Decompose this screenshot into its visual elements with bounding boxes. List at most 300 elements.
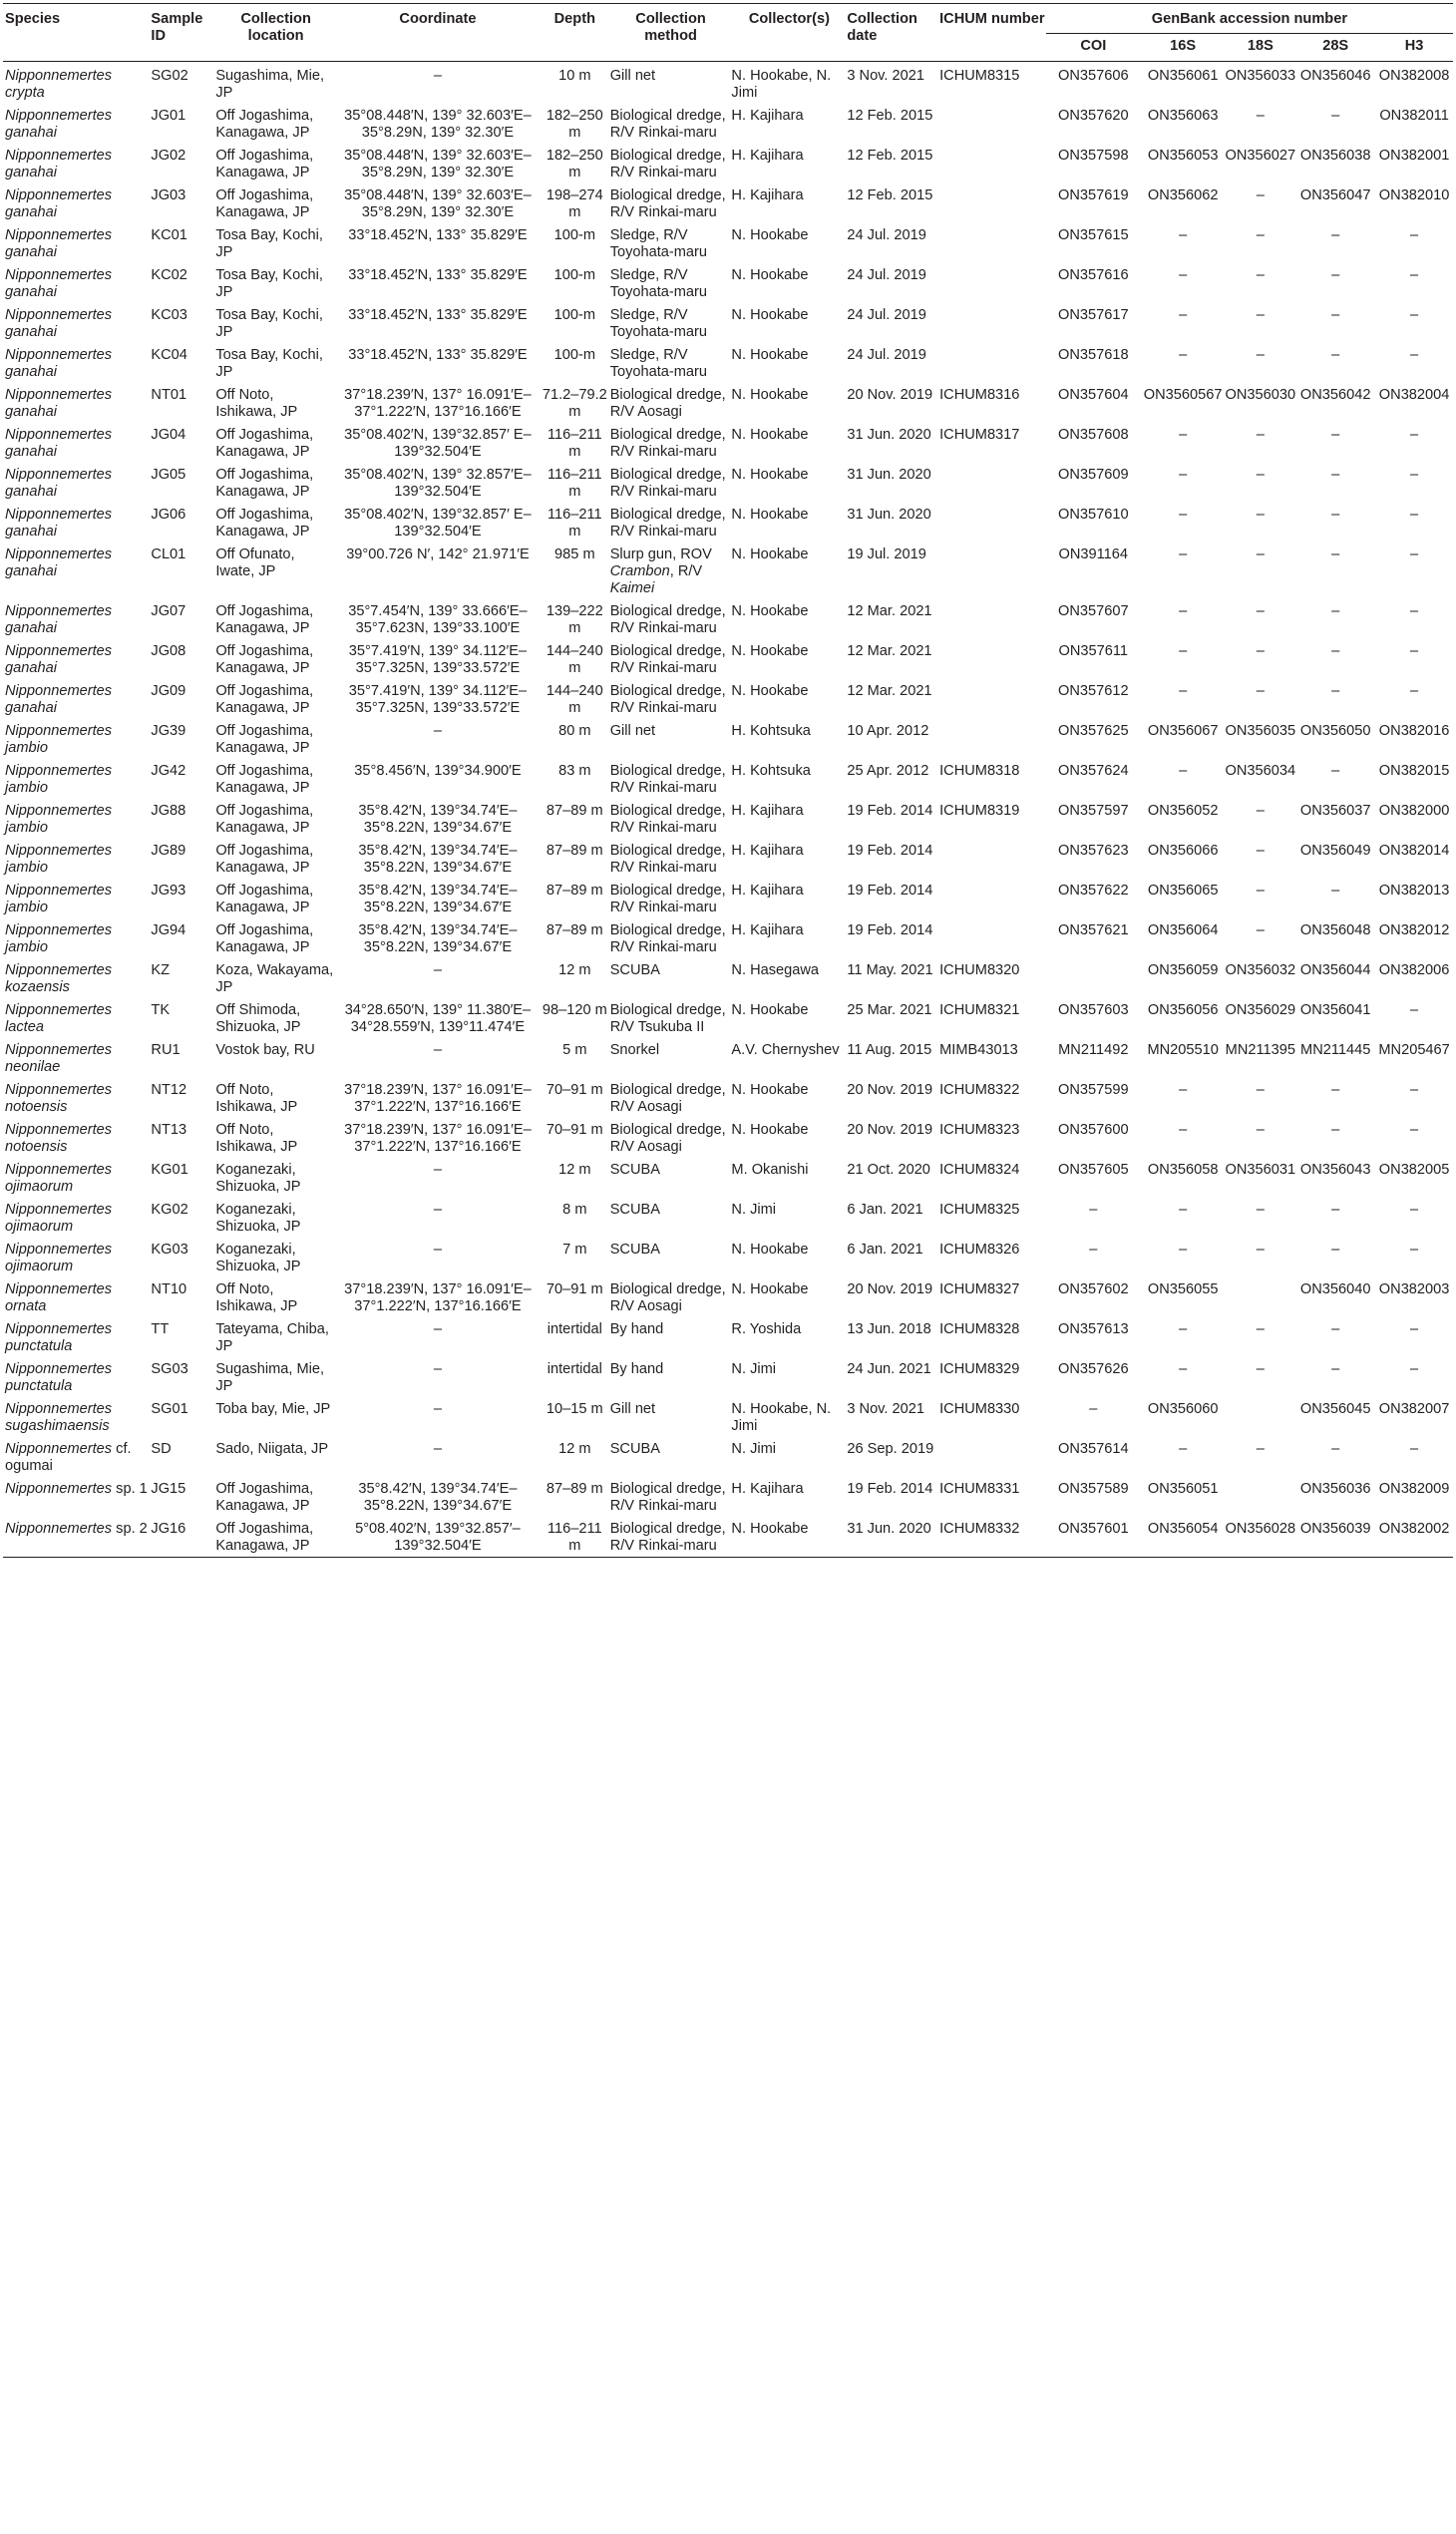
cell-depth: 87–89 m — [546, 922, 603, 938]
cell-collection-method: SCUBA — [609, 1441, 660, 1457]
cell-depth: 100-m — [553, 227, 596, 243]
cell-collection-date: 12 Feb. 2015 — [847, 187, 933, 203]
cell-18s: – — [1256, 108, 1265, 124]
cell-collection-method: Biological dredge, R/V Aosagi — [609, 387, 726, 420]
cell-16s: ON356055 — [1147, 1281, 1219, 1297]
cell-species — [3, 1118, 151, 1158]
cell-depth: 8 m — [562, 1202, 587, 1218]
cell-sample-id: TT — [151, 1321, 170, 1337]
table-row — [3, 998, 1453, 1038]
cell-h3: – — [1410, 1202, 1419, 1218]
cell-depth: intertidal — [546, 1321, 602, 1337]
cell-depth: 70–91 m — [546, 1122, 603, 1138]
cell-collection-location: Off Jogashima, Kanagawa, JP — [215, 1481, 314, 1514]
table-row — [3, 1118, 1453, 1158]
table-row — [3, 799, 1453, 839]
cell-coordinate: – — [433, 1202, 442, 1218]
cell-28s: ON356036 — [1299, 1481, 1371, 1497]
cell-28s: – — [1331, 643, 1340, 659]
table-row — [3, 918, 1453, 958]
cell-collection-method: By hand — [609, 1321, 664, 1337]
species-name: Nipponnemertes punctatula — [5, 1361, 113, 1394]
cell-depth: 116–211 m — [547, 427, 602, 460]
cell-28s: MN211445 — [1300, 1042, 1371, 1058]
cell-ichum-number: ICHUM8332 — [939, 1521, 1020, 1537]
table-row — [3, 1517, 1453, 1558]
cell-coi: – — [1089, 1202, 1098, 1218]
cell-ichum-number — [939, 879, 1046, 918]
cell-collectors: N. Hookabe — [731, 427, 809, 443]
cell-collectors: H. Kohtsuka — [731, 763, 811, 779]
cell-collection-date: 12 Feb. 2015 — [847, 148, 933, 164]
cell-28s: ON356048 — [1299, 922, 1371, 938]
cell-sample-id: NT13 — [151, 1122, 187, 1138]
cell-coi: ON391164 — [1058, 546, 1129, 562]
cell-h3: ON382012 — [1378, 922, 1450, 938]
cell-18s: – — [1256, 546, 1265, 562]
table-row — [3, 719, 1453, 759]
cell-16s: – — [1179, 683, 1188, 699]
cell-species — [3, 639, 151, 679]
cell-sample-id: JG89 — [151, 843, 186, 859]
table-row — [3, 1158, 1453, 1198]
cell-18s: ON356034 — [1225, 763, 1296, 779]
cell-collectors: N. Jimi — [731, 1441, 777, 1457]
cell-collection-date: 3 Nov. 2021 — [847, 68, 924, 84]
cell-depth: 985 m — [554, 546, 595, 562]
cell-ichum-number: ICHUM8329 — [939, 1361, 1020, 1377]
cell-ichum-number — [939, 343, 1046, 383]
cell-collection-method: Biological dredge, R/V Aosagi — [609, 1082, 726, 1115]
cell-species — [3, 1317, 151, 1357]
species-name: Nipponnemertes ojimaorum — [5, 1242, 113, 1274]
cell-28s: ON356043 — [1299, 1162, 1371, 1178]
cell-h3: – — [1410, 683, 1419, 699]
cell-ichum-number — [939, 719, 1046, 759]
cell-ichum-number: ICHUM8318 — [939, 763, 1020, 779]
species-name: Nipponnemertes jambio — [5, 922, 113, 955]
cell-collectors: N. Hookabe, N. Jimi — [731, 68, 832, 101]
cell-depth: 5 m — [562, 1042, 587, 1058]
cell-coordinate: – — [433, 1321, 442, 1337]
cell-collection-location: Toba bay, Mie, JP — [215, 1401, 331, 1417]
cell-collectors: H. Kohtsuka — [731, 723, 811, 739]
cell-depth: 144–240 m — [546, 683, 603, 716]
cell-h3: – — [1410, 427, 1419, 443]
cell-collection-method: Biological dredge, R/V Rinkai-maru — [609, 467, 726, 500]
cell-sample-id: JG16 — [151, 1521, 186, 1537]
cell-species — [3, 503, 151, 543]
cell-species — [3, 543, 151, 599]
cell-18s: – — [1256, 1082, 1265, 1098]
cell-collection-method: Sledge, R/V Toyohata-maru — [609, 307, 708, 340]
cell-sample-id: JG07 — [151, 603, 186, 619]
cell-collection-date: 20 Nov. 2019 — [847, 1281, 933, 1297]
cell-coi: ON357610 — [1058, 507, 1129, 523]
cell-18s: – — [1256, 1122, 1265, 1138]
cell-coordinate: 33°18.452′N, 133° 35.829′E — [348, 307, 528, 323]
cell-collectors: N. Hookabe, N. Jimi — [731, 1401, 832, 1434]
cell-collection-date: 24 Jul. 2019 — [847, 347, 926, 363]
cell-collection-date: 20 Nov. 2019 — [847, 387, 933, 403]
cell-collectors: N. Hookabe — [731, 1521, 809, 1537]
cell-coordinate: 35°8.42′N, 139°34.74′E–35°8.22N, 139°34.67′E — [358, 883, 518, 915]
cell-ichum-number: ICHUM8316 — [939, 387, 1020, 403]
species-name: Nipponnemertes — [5, 1521, 113, 1537]
cell-collection-method: Biological dredge, R/V Rinkai-maru — [609, 1481, 726, 1514]
cell-coordinate: – — [433, 723, 442, 739]
cell-coi: ON357619 — [1058, 187, 1129, 203]
cell-coordinate: 35°08.402′N, 139°32.857′ E–139°32.504′E — [344, 427, 532, 460]
species-name: Nipponnemertes kozaensis — [5, 962, 113, 995]
cell-collection-location: Off Jogashima, Kanagawa, JP — [215, 922, 314, 955]
cell-collection-method: Snorkel — [609, 1042, 660, 1058]
cell-18s: – — [1256, 427, 1265, 443]
cell-28s: – — [1331, 347, 1340, 363]
cell-collectors: N. Hookabe — [731, 507, 809, 523]
cell-ichum-number — [939, 599, 1046, 639]
table-row — [3, 879, 1453, 918]
cell-collection-location: Off Jogashima, Kanagawa, JP — [215, 883, 314, 915]
cell-collectors: H. Kajihara — [731, 187, 804, 203]
cell-species — [3, 759, 151, 799]
cell-coordinate: – — [433, 68, 442, 84]
cell-coi: ON357600 — [1058, 1122, 1129, 1138]
cell-species — [3, 799, 151, 839]
table-row — [3, 543, 1453, 599]
cell-ichum-number — [939, 503, 1046, 543]
table-row — [3, 303, 1453, 343]
cell-collection-location: Off Jogashima, Kanagawa, JP — [215, 1521, 314, 1554]
cell-coi: ON357621 — [1058, 922, 1129, 938]
cell-collection-location: Koganezaki, Shizuoka, JP — [215, 1202, 301, 1235]
cell-18s: MN211395 — [1225, 1042, 1295, 1058]
cell-depth: 10 m — [558, 68, 591, 84]
cell-collection-method: SCUBA — [609, 1242, 660, 1258]
cell-16s: – — [1179, 603, 1188, 619]
cell-sample-id: KC04 — [151, 347, 187, 363]
cell-coi: ON357616 — [1058, 267, 1129, 283]
cell-ichum-number: ICHUM8326 — [939, 1242, 1020, 1258]
cell-coi: ON357601 — [1058, 1521, 1129, 1537]
cell-ichum-number: ICHUM8324 — [939, 1162, 1020, 1178]
cell-coi: ON357612 — [1058, 683, 1129, 699]
cell-ichum-number — [939, 263, 1046, 303]
cell-ichum-number — [939, 183, 1046, 223]
cell-depth: 100-m — [553, 347, 596, 363]
cell-collection-method: Biological dredge, R/V Rinkai-maru — [609, 427, 726, 460]
cell-collection-date: 24 Jul. 2019 — [847, 267, 926, 283]
table-row — [3, 1477, 1453, 1517]
cell-species — [3, 144, 151, 183]
table-row — [3, 1437, 1453, 1477]
cell-18s: – — [1256, 1321, 1265, 1337]
species-name: Nipponnemertes ganahai — [5, 467, 113, 500]
cell-ichum-number — [939, 104, 1046, 144]
cell-depth: intertidal — [546, 1361, 602, 1377]
cell-28s: ON356038 — [1299, 148, 1371, 164]
cell-collection-location: Off Jogashima, Kanagawa, JP — [215, 803, 314, 836]
cell-28s: ON356047 — [1299, 187, 1371, 203]
cell-coordinate: 35°08.448′N, 139° 32.603′E–35°8.29N, 139° 32.30′E — [344, 148, 532, 181]
cell-16s: ON356066 — [1147, 843, 1219, 859]
cell-collection-method: Biological dredge, R/V Rinkai-maru — [609, 883, 726, 915]
cell-collection-location: Off Jogashima, Kanagawa, JP — [215, 603, 314, 636]
table-row — [3, 104, 1453, 144]
cell-collection-method: Biological dredge, R/V Aosagi — [609, 1281, 726, 1314]
cell-16s: – — [1179, 1242, 1188, 1258]
cell-sample-id: JG06 — [151, 507, 186, 523]
cell-sample-id: KG03 — [151, 1242, 188, 1258]
cell-species — [3, 303, 151, 343]
species-name: Nipponnemertes ganahai — [5, 507, 113, 540]
cell-18s: ON356029 — [1225, 1002, 1296, 1018]
cell-collection-location: Off Shimoda, Shizuoka, JP — [215, 1002, 301, 1035]
cell-18s: ON356035 — [1225, 723, 1296, 739]
cell-species — [3, 679, 151, 719]
cell-ichum-number — [939, 679, 1046, 719]
cell-collectors: N. Hasegawa — [731, 962, 820, 978]
cell-sample-id: KG02 — [151, 1202, 188, 1218]
cell-collection-date: 31 Jun. 2020 — [847, 427, 931, 443]
table-row — [3, 1038, 1453, 1078]
cell-collection-method: Gill net — [609, 723, 656, 739]
cell-collection-date: 12 Mar. 2021 — [847, 603, 932, 619]
cell-coordinate: 37°18.239′N, 137° 16.091′E–37°1.222′N, 137°16.166′E — [344, 1122, 532, 1155]
cell-sample-id: JG15 — [151, 1481, 186, 1497]
cell-collectors: N. Hookabe — [731, 347, 809, 363]
cell-18s: – — [1256, 227, 1265, 243]
cell-28s: – — [1331, 1242, 1340, 1258]
cell-collection-date: 19 Feb. 2014 — [847, 1481, 933, 1497]
cell-18s: – — [1256, 1202, 1265, 1218]
species-name: Nipponnemertes ojimaorum — [5, 1162, 113, 1195]
cell-coordinate: 35°08.402′N, 139° 32.857′E–139°32.504′E — [344, 467, 532, 500]
cell-h3: ON382009 — [1378, 1481, 1450, 1497]
cell-collection-date: 25 Apr. 2012 — [847, 763, 929, 779]
table-row — [3, 1317, 1453, 1357]
cell-sample-id: SD — [151, 1441, 172, 1457]
cell-16s: – — [1179, 643, 1188, 659]
cell-h3: – — [1410, 227, 1419, 243]
cell-h3: – — [1410, 1002, 1419, 1018]
cell-collection-method: Biological dredge, R/V Rinkai-maru — [609, 843, 726, 876]
cell-sample-id: NT12 — [151, 1082, 187, 1098]
cell-28s: – — [1331, 1122, 1340, 1138]
cell-collection-method: SCUBA — [609, 1162, 660, 1178]
specimen-table — [3, 3, 1453, 1558]
cell-collection-date: 20 Nov. 2019 — [847, 1082, 933, 1098]
cell-16s: ON356060 — [1147, 1401, 1219, 1417]
cell-ichum-number — [939, 839, 1046, 879]
cell-sample-id: JG05 — [151, 467, 186, 483]
species-name: Nipponnemertes jambio — [5, 763, 113, 796]
cell-depth: 10–15 m — [546, 1401, 603, 1417]
cell-depth: 182–250 m — [546, 148, 603, 181]
cell-18s — [1225, 1397, 1295, 1437]
table-row — [3, 679, 1453, 719]
cell-collectors: N. Hookabe — [731, 546, 809, 562]
cell-coordinate: – — [433, 1361, 442, 1377]
species-name: Nipponnemertes lactea — [5, 1002, 113, 1035]
species-name: Nipponnemertes ganahai — [5, 187, 113, 220]
cell-16s: ON356067 — [1147, 723, 1219, 739]
table-row — [3, 1397, 1453, 1437]
cell-collection-method: Biological dredge, R/V Rinkai-maru — [609, 803, 726, 836]
cell-species — [3, 1158, 151, 1198]
cell-collection-location: Off Jogashima, Kanagawa, JP — [215, 843, 314, 876]
col-header-collectors: Collector(s) — [748, 11, 830, 27]
cell-coi: ON357608 — [1058, 427, 1129, 443]
cell-species — [3, 383, 151, 423]
cell-h3: ON382007 — [1378, 1401, 1450, 1417]
species-name: Nipponnemertes ganahai — [5, 603, 113, 636]
cell-28s: ON356050 — [1299, 723, 1371, 739]
cell-28s: – — [1331, 267, 1340, 283]
cell-collection-method: Sledge, R/V Toyohata-maru — [609, 227, 708, 260]
cell-ichum-number: ICHUM8321 — [939, 1002, 1020, 1018]
cell-18s: – — [1256, 507, 1265, 523]
cell-species — [3, 918, 151, 958]
cell-depth: 100-m — [553, 267, 596, 283]
col-header-depth: Depth — [553, 11, 595, 27]
cell-coi: ON357611 — [1058, 643, 1129, 659]
cell-h3: ON382005 — [1378, 1162, 1450, 1178]
cell-16s: ON356065 — [1147, 883, 1219, 899]
cell-collection-date: 24 Jul. 2019 — [847, 227, 926, 243]
cell-collectors: H. Kajihara — [731, 883, 804, 899]
cell-coi: ON357607 — [1058, 603, 1129, 619]
species-name: Nipponnemertes jambio — [5, 843, 113, 876]
table-row — [3, 958, 1453, 998]
cell-collection-location: Off Noto, Ishikawa, JP — [215, 1281, 298, 1314]
cell-16s: ON3560567 — [1143, 387, 1223, 403]
species-qualifier: cf. ogumai — [5, 1441, 132, 1474]
cell-species — [3, 599, 151, 639]
cell-ichum-number: ICHUM8323 — [939, 1122, 1020, 1138]
cell-h3: – — [1410, 1082, 1419, 1098]
cell-18s: ON356027 — [1225, 148, 1296, 164]
cell-collection-date: 19 Feb. 2014 — [847, 843, 933, 859]
cell-16s: ON356053 — [1147, 148, 1219, 164]
cell-depth: 98–120 m — [542, 1002, 607, 1018]
cell-coordinate: 35°8.42′N, 139°34.74′E–35°8.22N, 139°34.67′E — [358, 1481, 518, 1514]
cell-coordinate: – — [433, 1441, 442, 1457]
cell-collectors: N. Hookabe — [731, 1242, 809, 1258]
cell-coi: ON357622 — [1058, 883, 1129, 899]
cell-16s: – — [1179, 467, 1188, 483]
cell-16s: – — [1179, 763, 1188, 779]
cell-collection-date: 26 Sep. 2019 — [847, 1441, 934, 1457]
cell-collection-location: Off Noto, Ishikawa, JP — [215, 387, 298, 420]
cell-h3: – — [1410, 267, 1419, 283]
cell-collection-date: 21 Oct. 2020 — [847, 1162, 930, 1178]
cell-depth: 116–211 m — [547, 467, 602, 500]
cell-sample-id: JG93 — [151, 883, 186, 899]
cell-coi: ON357605 — [1058, 1162, 1129, 1178]
cell-coordinate: 39°00.726 N′, 142° 21.971′E — [346, 546, 530, 562]
cell-coordinate: – — [433, 1042, 442, 1058]
cell-h3: ON382006 — [1378, 962, 1450, 978]
cell-sample-id: JG94 — [151, 922, 186, 938]
cell-depth: 87–89 m — [546, 1481, 603, 1497]
cell-16s: – — [1179, 1202, 1188, 1218]
species-name: Nipponnemertes ganahai — [5, 267, 113, 300]
cell-collectors: N. Hookabe — [731, 227, 809, 243]
cell-species — [3, 1078, 151, 1118]
cell-coi: – — [1089, 1401, 1098, 1417]
cell-species — [3, 1357, 151, 1397]
col-header-species: Species — [5, 11, 61, 27]
cell-depth: 198–274 m — [546, 187, 603, 220]
cell-collection-date: 11 Aug. 2015 — [847, 1042, 932, 1058]
cell-coi: ON357617 — [1058, 307, 1129, 323]
species-name: Nipponnemertes neonilae — [5, 1042, 113, 1075]
cell-ichum-number: ICHUM8315 — [939, 68, 1020, 84]
cell-coi: ON357618 — [1058, 347, 1129, 363]
cell-18s: – — [1256, 347, 1265, 363]
cell-collection-method: Biological dredge, R/V Rinkai-maru — [609, 108, 726, 141]
cell-collection-location: Sado, Niigata, JP — [215, 1441, 329, 1457]
cell-depth: 116–211 m — [547, 1521, 602, 1554]
cell-species — [3, 183, 151, 223]
cell-collectors: A.V. Chernyshev — [731, 1042, 840, 1058]
cell-collection-method: Sledge, R/V Toyohata-maru — [609, 267, 708, 300]
cell-h3: ON382000 — [1378, 803, 1450, 819]
cell-collection-date: 25 Mar. 2021 — [847, 1002, 932, 1018]
cell-coordinate: 5°08.402′N, 139°32.857′–139°32.504′E — [355, 1521, 521, 1554]
cell-sample-id: JG88 — [151, 803, 186, 819]
cell-ichum-number: ICHUM8327 — [939, 1281, 1020, 1297]
species-name: Nipponnemertes ganahai — [5, 307, 113, 340]
cell-coordinate: – — [433, 1401, 442, 1417]
cell-16s: ON356064 — [1147, 922, 1219, 938]
cell-18s: – — [1256, 603, 1265, 619]
cell-h3: – — [1410, 643, 1419, 659]
cell-coordinate: 33°18.452′N, 133° 35.829′E — [348, 227, 528, 243]
table-row — [3, 503, 1453, 543]
cell-depth: 87–89 m — [546, 883, 603, 899]
col-header-coordinate: Coordinate — [399, 11, 477, 27]
cell-collection-date: 19 Feb. 2014 — [847, 922, 933, 938]
cell-collectors: H. Kajihara — [731, 1481, 804, 1497]
species-name: Nipponnemertes ganahai — [5, 643, 113, 676]
cell-18s — [1225, 1477, 1295, 1517]
cell-collectors: N. Hookabe — [731, 267, 809, 283]
cell-collection-location: Tosa Bay, Kochi, JP — [215, 307, 323, 340]
cell-18s: – — [1256, 683, 1265, 699]
cell-18s: ON356033 — [1225, 68, 1296, 84]
cell-coordinate: 37°18.239′N, 137° 16.091′E–37°1.222′N, 137°16.166′E — [344, 1281, 532, 1314]
cell-coordinate: 33°18.452′N, 133° 35.829′E — [348, 347, 528, 363]
cell-collection-location: Tosa Bay, Kochi, JP — [215, 267, 323, 300]
cell-collection-date: 31 Jun. 2020 — [847, 467, 931, 483]
cell-depth: 71.2–79.2 m — [542, 387, 607, 420]
cell-ichum-number: MIMB43013 — [939, 1042, 1018, 1058]
cell-collectors: N. Hookabe — [731, 387, 809, 403]
species-name: Nipponnemertes ganahai — [5, 347, 113, 380]
cell-collection-date: 13 Jun. 2018 — [847, 1321, 931, 1337]
col-header-genbank: GenBank accession number — [1046, 4, 1453, 34]
cell-coordinate: – — [433, 962, 442, 978]
cell-species — [3, 1198, 151, 1238]
vessel-name: Kaimei — [609, 580, 655, 596]
table-row — [3, 183, 1453, 223]
table-row — [3, 144, 1453, 183]
cell-h3: – — [1410, 546, 1419, 562]
cell-16s: ON356059 — [1147, 962, 1219, 978]
cell-collection-location: Off Jogashima, Kanagawa, JP — [215, 467, 314, 500]
